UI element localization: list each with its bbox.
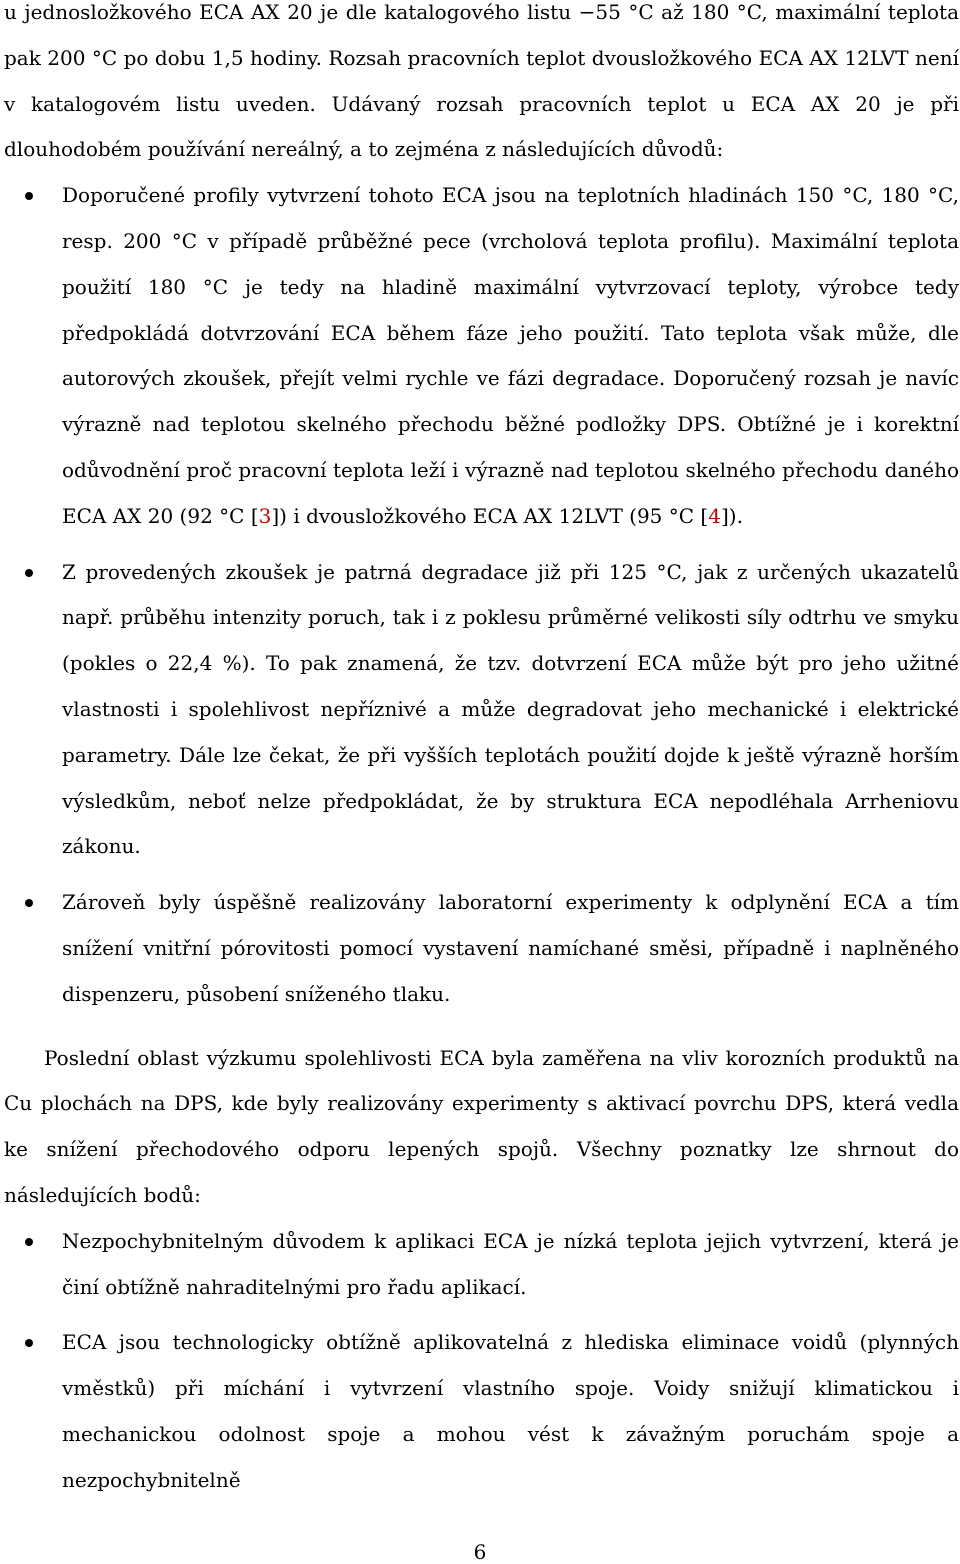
intro-text-2: Udávaný rozsah pracovních teplot u ECA AX 20 je při dlouhodobém používání nereálný, a to zejména z následujících důvodů: bbox=[4, 91, 960, 162]
list-item bbox=[4, 550, 959, 871]
bullet-list-1 bbox=[4, 173, 959, 1017]
list-item-text: ECA jsou technologicky obtížně aplikovatelná z hlediska eliminace voidů (plynných vměstků) při míchání i vytvrzení vlastního spoje. Voidy snižují klimatickou i mechanickou odolnost spoje a mohou vést k závažným poruchám spoje a nezpochybnitelně bbox=[62, 1330, 959, 1492]
list-item-text: Obtížné je i korektní odůvodnění proč pracovní teplota leží i výrazně nad teplotou skelného přechodu daného ECA AX 20 (92 °C [ bbox=[62, 412, 960, 528]
list-item-text: Tato teplota však může, dle autorových zkoušek, přejít velmi rychle ve fázi degradace. Doporučený rozsah je navíc výrazně nad teplotou skelného přechodu běžné podložky DPS. bbox=[62, 320, 959, 437]
document-page bbox=[4, 0, 959, 1504]
body-paragraph: Poslední oblast výzkumu spolehlivosti ECA byla zaměřena na vliv korozních produktů na Cu plochách na DPS, kde byly realizovány experimenty s aktivací povrchu DPS, která vedla ke snížení přechodového odporu lepených spojů. Všechny poznatky lze shrnout do následujících bodů: bbox=[4, 1045, 959, 1207]
list-item-text: ]). bbox=[720, 503, 743, 528]
bullet-list-2 bbox=[4, 1219, 959, 1504]
list-item-text: Zároveň byly úspěšně realizovány laboratorní experimenty k odplynění ECA a tím snížení vnitřní pórovitosti pomocí vystavení namíchané směsi, případně i naplněného dispenzeru, působení sníženého tlaku. bbox=[62, 890, 959, 1006]
list-item bbox=[4, 173, 959, 539]
list-item bbox=[4, 1219, 959, 1311]
intro-text-1: u jednosložkového ECA AX 20 je dle katalogového listu −55 °C až 180 °C, maximální teplota pak 200 °C po dobu 1,5 hodiny. Rozsah pracovních teplot dvousložkového ECA AX 12LVT není v katalogovém listu uveden. bbox=[4, 0, 959, 116]
citation-link[interactable]: 3 bbox=[258, 503, 272, 528]
list-item-text: Doporučené profily vytvrzení tohoto ECA jsou na teplotních hladinách 150 °C, 180 °C, resp. 200 °C v případě průběžné pece (vrcholová teplota profilu). Maximální teplota použití 180 °C je tedy na hladině maximální vytvrzovací teploty, výrobce tedy předpokládá dotvrzování ECA během fáze jeho použití. bbox=[62, 183, 959, 345]
citation-link[interactable]: 4 bbox=[708, 503, 721, 528]
intro-paragraph bbox=[4, 0, 959, 173]
list-item bbox=[4, 1320, 959, 1503]
list-item bbox=[4, 880, 959, 1017]
list-item-text: Nezpochybnitelným důvodem k aplikaci ECA je nízká teplota jejich vytvrzení, která je činí obtížně nahraditelnými pro řadu aplikací. bbox=[62, 1228, 959, 1299]
page-number: 6 bbox=[473, 1540, 487, 1564]
list-item-text: ]) i dvousložkového ECA AX 12LVT (95 °C [ bbox=[271, 503, 709, 528]
list-item-text: Z provedených zkoušek je patrná degradace již při 125 °C, jak z určených ukazatelů např. průběhu intenzity poruch, tak i z poklesu průměrné velikosti síly odtrhu ve smyku (pokles o 22,4 %). To pak znamená, že tzv. dotvrzení ECA může být pro jeho užitné vlastnosti i spolehlivost nepříznivé a může degradovat jeho mechanické i elektrické parametry. Dále lze čekat, že při vyšších teplotách použití dojde k ještě výrazně horším výsledkům, neboť nelze předpokládat, že by struktura ECA nepodléhala Arrheniovu zákonu. bbox=[62, 559, 959, 859]
